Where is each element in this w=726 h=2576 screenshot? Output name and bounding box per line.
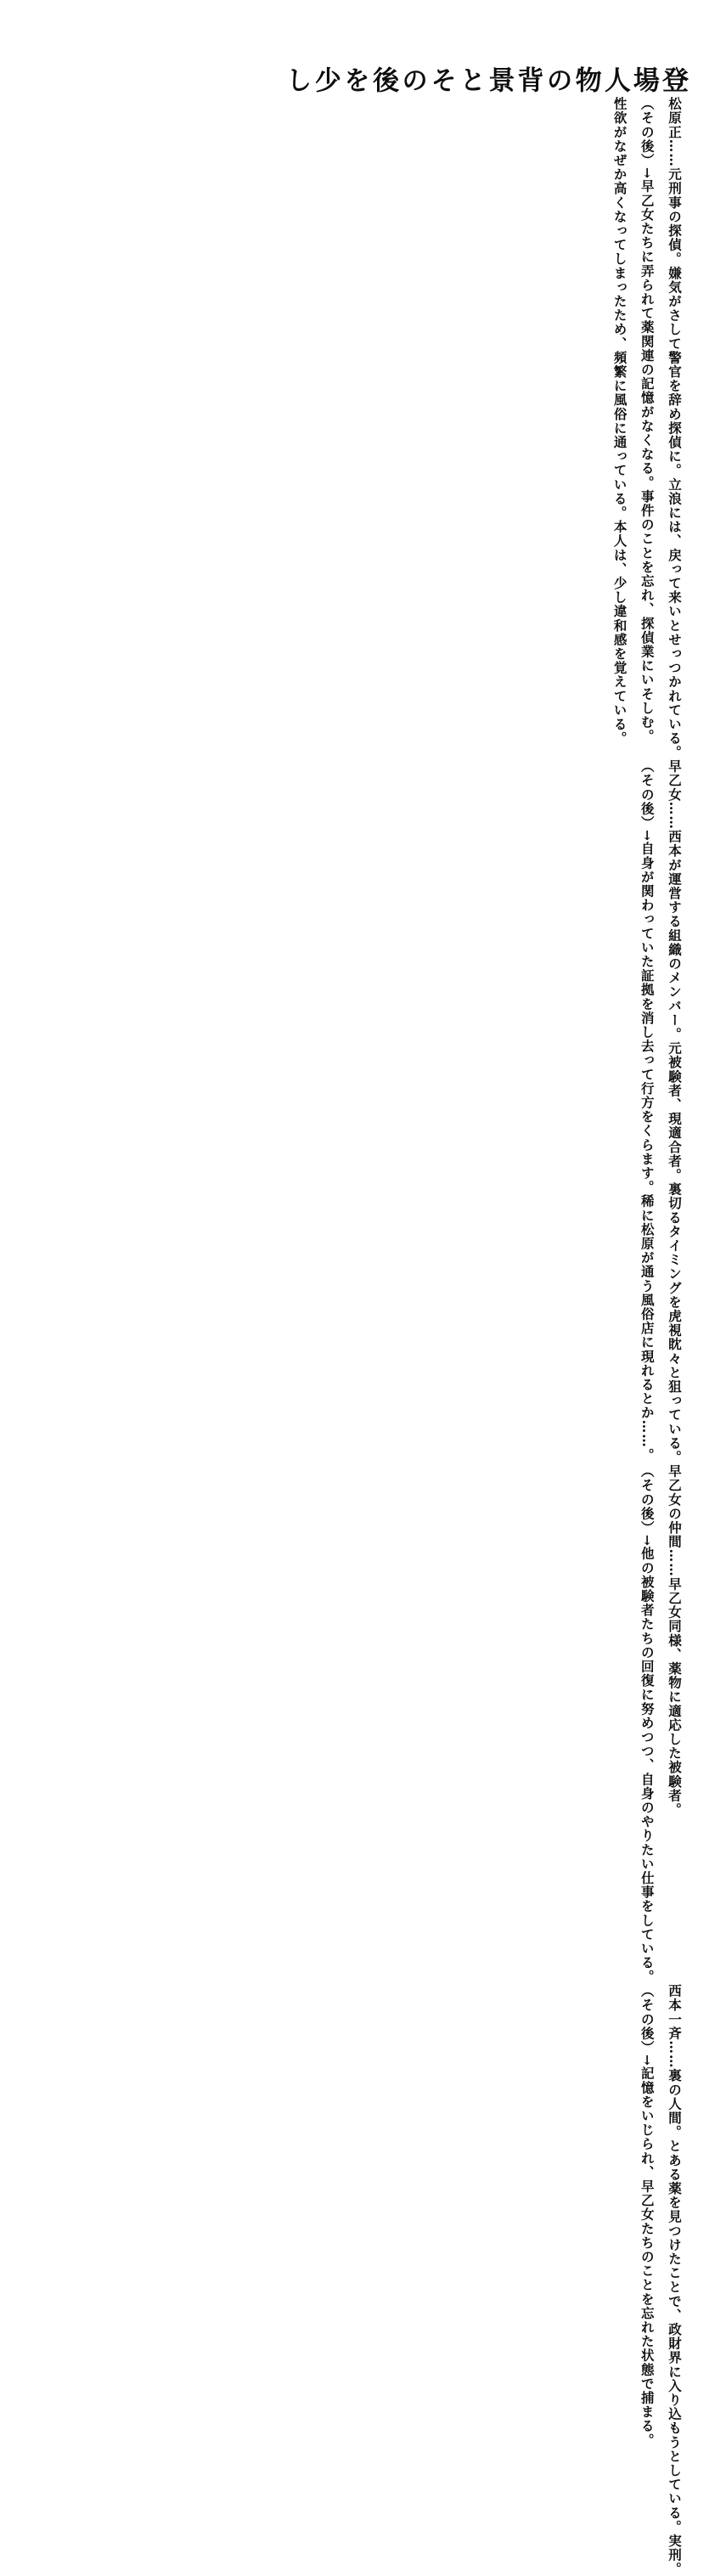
- entry-line: 早乙女の仲間……早乙女同様、薬物に適応した被験者。: [667, 1464, 683, 1818]
- character-entry-saotome: [633, 759, 687, 1464]
- entry-line: （その後）→記憶をいじられ、早乙女たちのことを忘れた状態で捕まる。: [639, 1983, 656, 2448]
- entry-line: 性欲がなぜか高くなってしまったため、頻繁に風俗に通っている。本人は、少し違和感を覚えている。: [611, 97, 628, 746]
- vertical-text-area: [93, 59, 688, 2576]
- character-entry-nishimoto: [633, 1984, 687, 2576]
- character-entry-list: [591, 97, 687, 2576]
- entry-line: （その後）→他の被験者たちの回復に努めつつ、自身のやりたい仕事をしている。: [639, 1464, 656, 1984]
- page-title: 登場人物の背景とその後を少し: [280, 66, 688, 97]
- entry-line: 早乙女……西本が運営する組織のメンバー。元被験者、現適合者。裏切るタイミングを虎視眈々と狙っている。: [667, 759, 683, 1465]
- entry-line: 松原正……元刑事の探偵。嫌気がさして警官を辞め探偵に。立浪には、戻って来いとせっつかれている。: [667, 97, 683, 760]
- entry-line: （その後）→自身が関わっていた証拠を消し去って行方をくらます。稀に松原が通う風俗店に現れるとか……。: [639, 759, 656, 1463]
- entry-line: 西本一斉……裏の人間。とある薬を見つけたことで、政財界に入り込もうとしている。実刑。: [667, 1983, 683, 2576]
- entry-line: （その後）→早乙女たちに弄られて薬関連の記憶がなくなる。事件のことを忘れ、探偵業にいそしむ。: [639, 97, 656, 744]
- character-entry-saotome-companions: [633, 1464, 687, 1984]
- character-entry-matsubara: [605, 97, 687, 759]
